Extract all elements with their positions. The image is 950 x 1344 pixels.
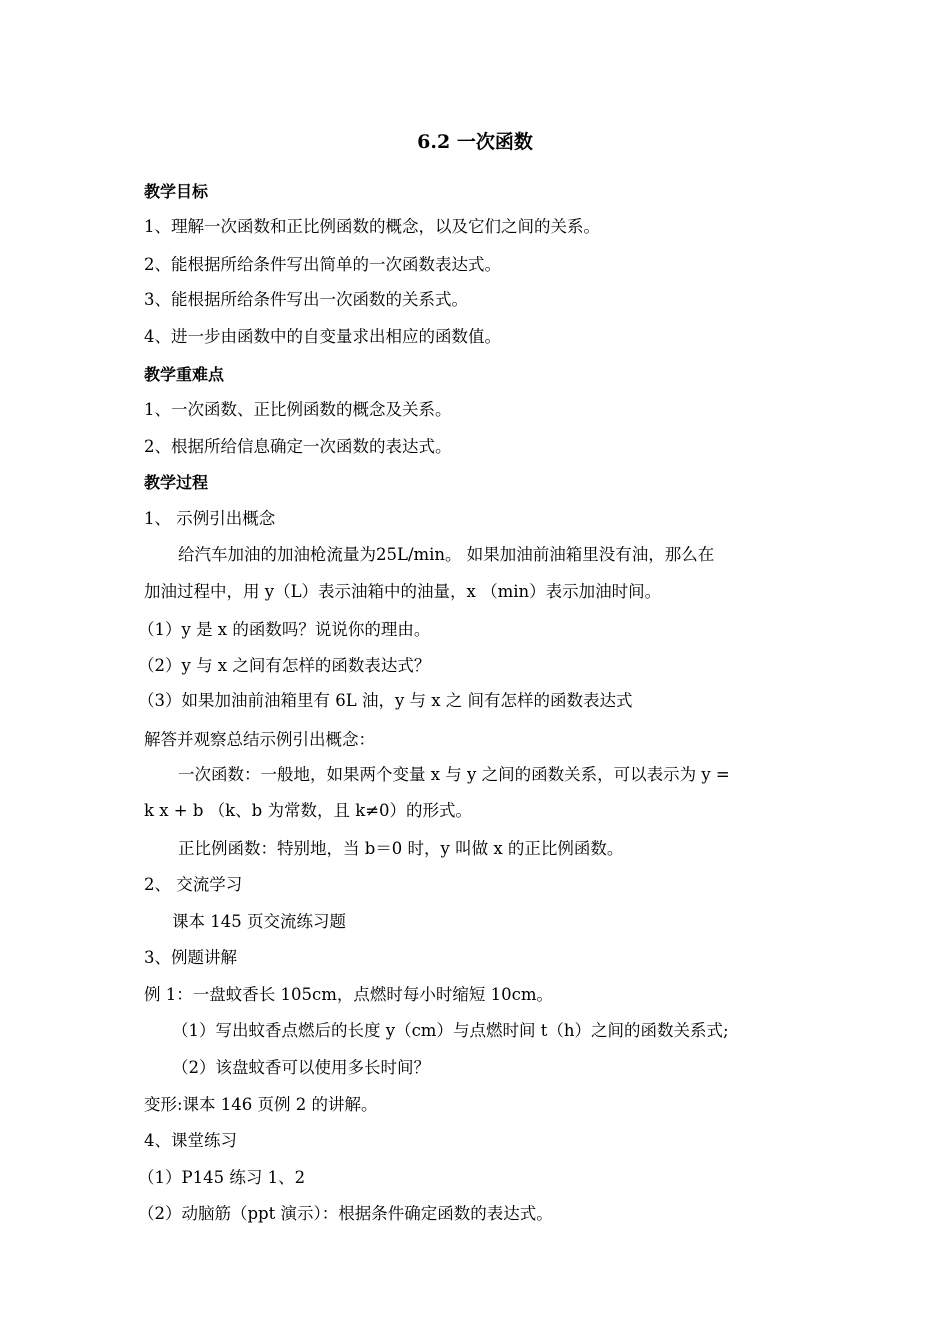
paragraph: 解答并观察总结示例引出概念：: [144, 730, 375, 749]
practice-item: （2）动脑筋（ppt 演示）：根据条件确定函数的表达式。: [138, 1204, 553, 1223]
key-item: 1、一次函数、正比例函数的概念及关系。: [144, 400, 452, 419]
practice-item: （1）P145 练习 1、2: [138, 1168, 306, 1187]
paragraph: 变形:课本 146 页例 2 的讲解。: [144, 1095, 378, 1114]
process-step-title: 3、例题讲解: [144, 948, 237, 967]
example-question: （1）写出蚊香点燃后的长度 y（cm）与点燃时间 t（h）之间的函数关系式;: [172, 1021, 729, 1040]
section-heading-goals: 教学目标: [144, 182, 209, 201]
goal-item: 2、能根据所给条件写出简单的一次函数表达式。: [144, 255, 501, 274]
paragraph: 课本 145 页交流练习题: [172, 912, 346, 931]
key-item: 2、根据所给信息确定一次函数的表达式。: [144, 437, 452, 456]
process-step-title: 2、 交流学习: [144, 875, 243, 894]
section-heading-process: 教学过程: [144, 473, 209, 492]
page-title: 6.2 一次函数: [417, 131, 533, 153]
definition-linear: 一次函数：一般地，如果两个变量 x 与 y 之间的函数关系，可以表示为 y =: [178, 765, 730, 784]
example-statement: 例 1：一盘蚊香长 105cm，点燃时每小时缩短 10cm。: [144, 985, 553, 1004]
question-item: （2）y 与 x 之间有怎样的函数表达式？: [138, 656, 431, 675]
question-item: （1）y 是 x 的函数吗？说说你的理由。: [138, 620, 431, 639]
process-step-title: 1、 示例引出概念: [144, 509, 276, 528]
definition-proportional: 正比例函数：特别地，当 b＝0 时，y 叫做 x 的正比例函数。: [178, 839, 624, 858]
question-item: （3）如果加油前油箱里有 6L 油，y 与 x 之 间有怎样的函数表达式: [138, 691, 633, 710]
goal-item: 3、能根据所给条件写出一次函数的关系式。: [144, 290, 468, 309]
process-step-title: 4、课堂练习: [144, 1131, 237, 1150]
paragraph: 加油过程中，用 y（L）表示油箱中的油量，x （min）表示加油时间。: [144, 582, 662, 601]
example-question: （2）该盘蚊香可以使用多长时间？: [172, 1058, 430, 1077]
section-heading-keys: 教学重难点: [144, 365, 225, 384]
goal-item: 1、理解一次函数和正比例函数的概念，以及它们之间的关系。: [144, 217, 600, 236]
definition-linear-cont: k x + b （k、b 为常数，且 k≠0）的形式。: [144, 801, 473, 820]
paragraph: 给汽车加油的加油枪流量为25L/min。 如果加油前油箱里没有油，那么在: [178, 545, 715, 564]
goal-item: 4、进一步由函数中的自变量求出相应的函数值。: [144, 327, 501, 346]
